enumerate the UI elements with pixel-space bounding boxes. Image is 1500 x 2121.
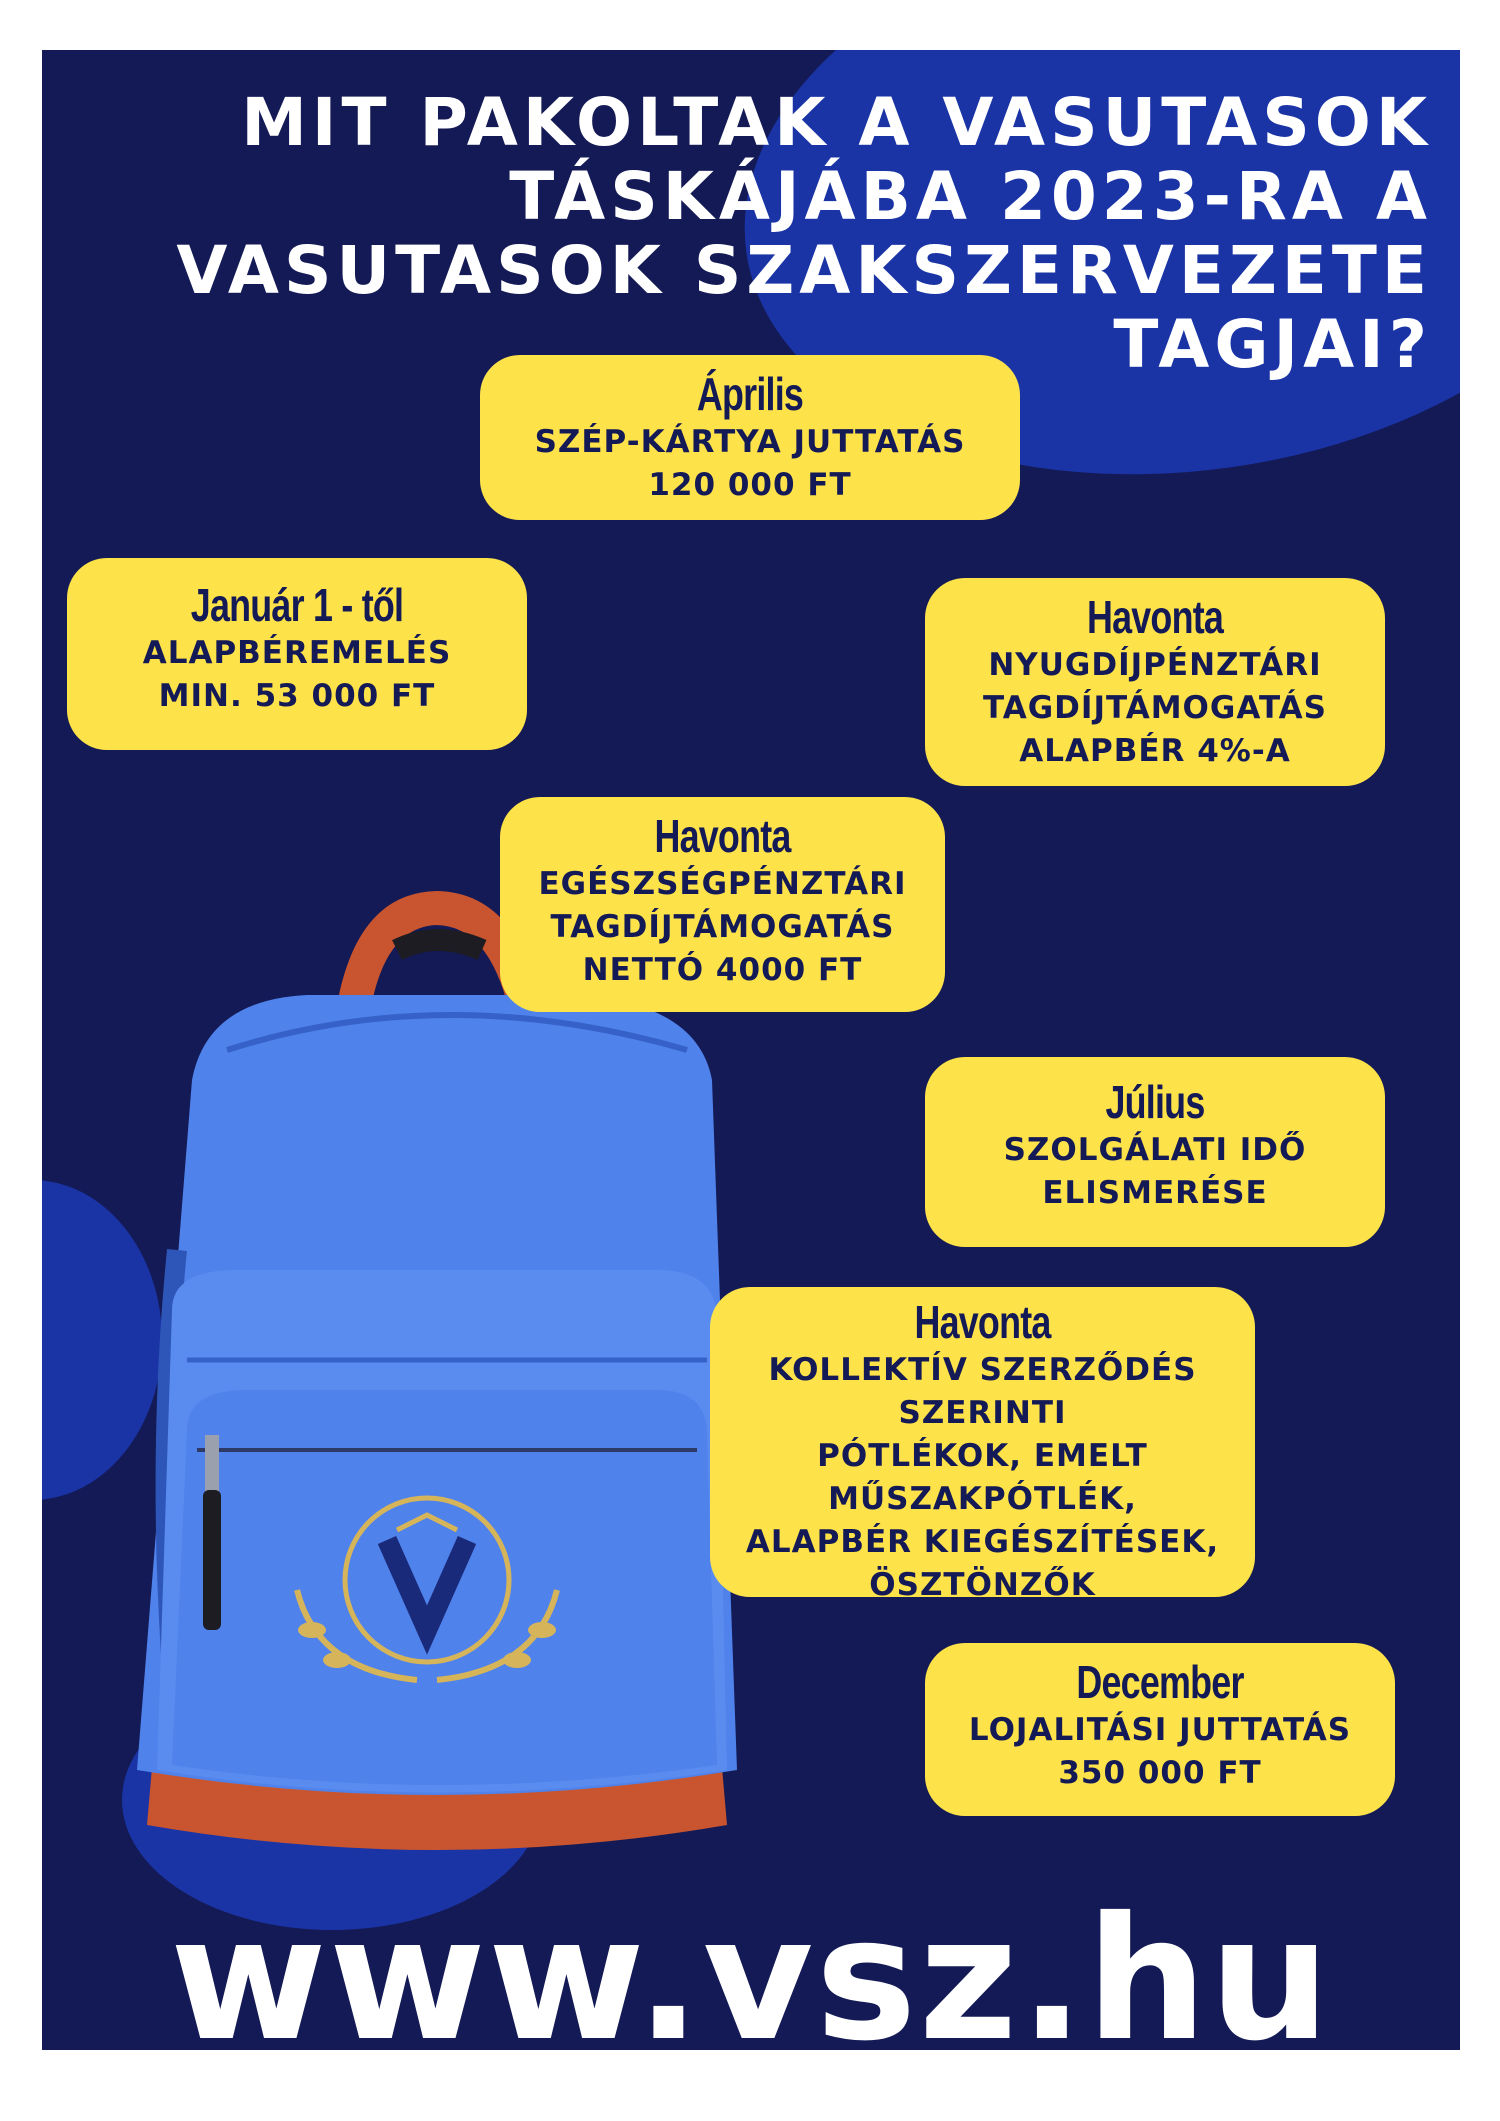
card-line: 120 000 FT xyxy=(648,467,852,503)
card-period: Április xyxy=(696,368,804,420)
benefit-card-december xyxy=(925,1643,1395,1816)
poster xyxy=(42,50,1460,2050)
card-line: NETTÓ 4000 FT xyxy=(582,952,863,988)
card-body xyxy=(67,632,527,718)
card-period: Július xyxy=(1105,1076,1205,1128)
benefit-card-january xyxy=(67,558,527,750)
card-line: SZOLGÁLATI IDŐ xyxy=(1003,1132,1307,1168)
card-line: EGÉSZSÉGPÉNZTÁRI xyxy=(538,866,907,902)
backpack-image xyxy=(97,890,777,1900)
card-period: Január 1 - től xyxy=(190,579,404,631)
card-line: 350 000 FT xyxy=(1058,1755,1262,1791)
card-period: December xyxy=(1076,1656,1244,1708)
card-body xyxy=(925,1709,1395,1795)
card-line: KOLLEKTÍV SZERZŐDÉS xyxy=(768,1352,1197,1388)
benefit-card-health xyxy=(500,797,945,1012)
headline-line: TAGJAI? xyxy=(1113,306,1432,383)
card-line: TAGDÍJTÁMOGATÁS xyxy=(550,909,895,945)
headline-line: VASUTASOK SZAKSZERVEZETE xyxy=(176,232,1432,309)
card-line: ALAPBÉR 4%-A xyxy=(1019,733,1291,769)
card-line: TAGDÍJTÁMOGATÁS xyxy=(983,690,1327,726)
headline-line: TÁSKÁJÁBA 2023-RA A xyxy=(509,158,1432,235)
card-body xyxy=(500,863,945,992)
website-url: www.vsz.hu xyxy=(169,1881,1333,2050)
card-line: ÖSZTÖNZŐK xyxy=(869,1567,1096,1603)
card-line: NYUGDÍJPÉNZTÁRI xyxy=(988,647,1322,683)
card-period: Havonta xyxy=(654,810,791,862)
card-line: ELISMERÉSE xyxy=(1042,1175,1268,1211)
benefit-card-april xyxy=(480,355,1020,520)
card-line: ALAPBÉREMELÉS xyxy=(142,635,452,671)
card-period: Havonta xyxy=(1086,591,1224,643)
card-line: PÓTLÉKOK, EMELT xyxy=(817,1438,1148,1474)
headline xyxy=(52,86,1432,382)
benefit-card-pension xyxy=(925,578,1385,786)
card-body xyxy=(480,421,1020,507)
card-line: SZERINTI xyxy=(898,1395,1067,1431)
card-line: SZÉP-KÁRTYA JUTTATÁS xyxy=(534,424,966,460)
headline-line: MIT PAKOLTAK A VASUTASOK xyxy=(241,84,1432,161)
card-line: LOJALITÁSI JUTTATÁS xyxy=(968,1712,1352,1748)
card-period: Havonta xyxy=(914,1296,1051,1348)
card-line: ALAPBÉR KIEGÉSZÍTÉSEK, xyxy=(745,1524,1220,1560)
benefit-card-july xyxy=(925,1057,1385,1247)
card-line: MIN. 53 000 FT xyxy=(158,678,436,714)
card-body xyxy=(925,1129,1385,1215)
card-body xyxy=(925,644,1385,773)
card-body xyxy=(710,1349,1255,1607)
card-line: MŰSZAKPÓTLÉK, xyxy=(828,1481,1137,1517)
benefit-card-collective xyxy=(710,1287,1255,1603)
